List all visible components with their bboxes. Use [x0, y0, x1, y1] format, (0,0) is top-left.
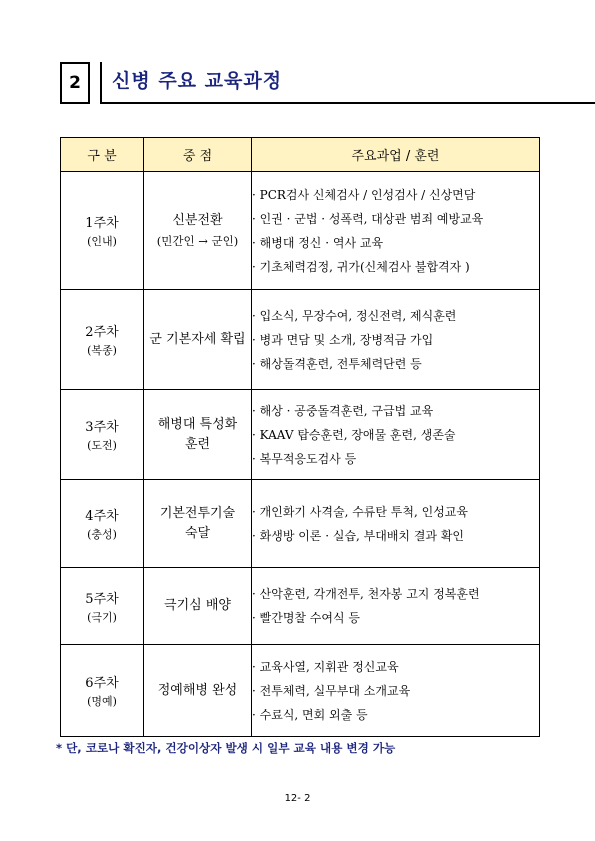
header-subjects: 주요과업 / 훈련	[252, 138, 540, 172]
table-row	[61, 390, 540, 480]
subject-item: · 빨간명찰 수여식 등	[252, 611, 360, 625]
focus-text: 극기심 배양	[164, 598, 231, 613]
focus-text: 신분전환	[172, 212, 223, 228]
week-theme: (명예)	[87, 695, 117, 708]
header-category: 구 분	[61, 138, 144, 172]
week-cell	[61, 172, 144, 290]
week-cell	[61, 568, 144, 645]
subject-item: · 산악훈련, 각개전투, 천자봉 고지 정복훈련	[252, 587, 480, 601]
focus-text: 기본전투기술	[159, 505, 236, 521]
week-theme: (복종)	[87, 344, 117, 357]
subject-item: · 입소식, 무장수여, 정신전력, 제식훈련	[252, 308, 457, 323]
subject-item: · 인권 · 군법 · 성폭력, 대상관 범죄 예방교육	[252, 211, 484, 226]
subject-item: · 기초체력검정, 귀가(신체검사 불합격자 )	[252, 259, 470, 274]
week-theme: (충성)	[87, 528, 117, 541]
table-row	[61, 290, 540, 390]
title-divider	[100, 62, 102, 104]
subject-item: · 복무적응도검사 등	[252, 451, 357, 466]
header-focus: 중 점	[144, 138, 252, 172]
table-row	[61, 568, 540, 645]
subject-item: · PCR검사 신체검사 / 인성검사 / 신상면담	[252, 187, 476, 202]
subject-item: · 수료식, 면회 외출 등	[252, 707, 368, 722]
week-theme: (인내)	[87, 235, 117, 248]
focus-text: 정예해병 완성	[157, 682, 238, 698]
week-theme: (도전)	[87, 439, 117, 452]
week-theme: (극기)	[87, 610, 117, 624]
subjects-cell	[252, 390, 540, 480]
subjects-cell	[252, 480, 540, 568]
week-label: 4주차	[85, 509, 119, 524]
focus-text: 해병대 특성화	[157, 416, 238, 432]
subject-item: · KAAV 탑승훈련, 장애물 훈련, 생존술	[252, 427, 456, 442]
focus-cell	[144, 645, 252, 737]
focus-text: 숙달	[184, 525, 211, 541]
focus-cell	[144, 172, 252, 290]
table-row	[61, 172, 540, 290]
subject-item: · 해병대 정신 · 역사 교육	[252, 235, 384, 250]
subject-item: · 병과 면담 및 소개, 장병적금 가입	[252, 332, 434, 347]
week-label: 1주차	[85, 216, 119, 231]
week-cell	[61, 290, 144, 390]
section-number: 2	[60, 62, 90, 104]
week-label: 6주차	[85, 676, 119, 691]
week-cell	[61, 645, 144, 737]
subject-item: · 화생방 이론 · 실습, 부대배치 결과 확인	[252, 528, 465, 543]
table-row	[61, 645, 540, 737]
subjects-cell	[252, 290, 540, 390]
footnote: * 단, 코로나 확진자, 건강이상자 발생 시 일부 교육 내용 변경 가능	[56, 741, 396, 755]
focus-subtext: (민간인 → 군인)	[156, 233, 239, 248]
subjects-cell	[252, 172, 540, 290]
title-underline	[100, 102, 595, 104]
focus-text: 군 기본자세 확립	[149, 331, 246, 347]
week-cell	[61, 390, 144, 480]
subject-item: · 전투체력, 실무부대 소개교육	[252, 683, 411, 698]
subject-item: · 해상돌격훈련, 전투체력단련 등	[252, 356, 422, 371]
subjects-cell	[252, 645, 540, 737]
week-label: 3주차	[85, 420, 119, 435]
week-label: 5주차	[85, 591, 119, 607]
focus-cell	[144, 568, 252, 645]
focus-cell	[144, 480, 252, 568]
page-number: 12- 2	[284, 793, 311, 804]
subject-item: · 개인화기 사격술, 수류탄 투척, 인성교육	[252, 504, 468, 519]
week-label: 2주차	[85, 325, 119, 340]
subjects-cell	[252, 568, 540, 645]
focus-cell	[144, 390, 252, 480]
section-header	[60, 60, 535, 105]
training-schedule-table	[60, 137, 540, 737]
focus-text: 훈련	[184, 436, 211, 452]
table-row	[61, 480, 540, 568]
section-title: 신병 주요 교육과정	[112, 70, 283, 92]
subject-item: · 교육사열, 지휘관 정신교육	[252, 659, 399, 674]
week-cell	[61, 480, 144, 568]
table-header-row	[61, 138, 540, 172]
subject-item: · 해상 · 공중돌격훈련, 구급법 교육	[252, 403, 434, 418]
focus-cell	[144, 290, 252, 390]
